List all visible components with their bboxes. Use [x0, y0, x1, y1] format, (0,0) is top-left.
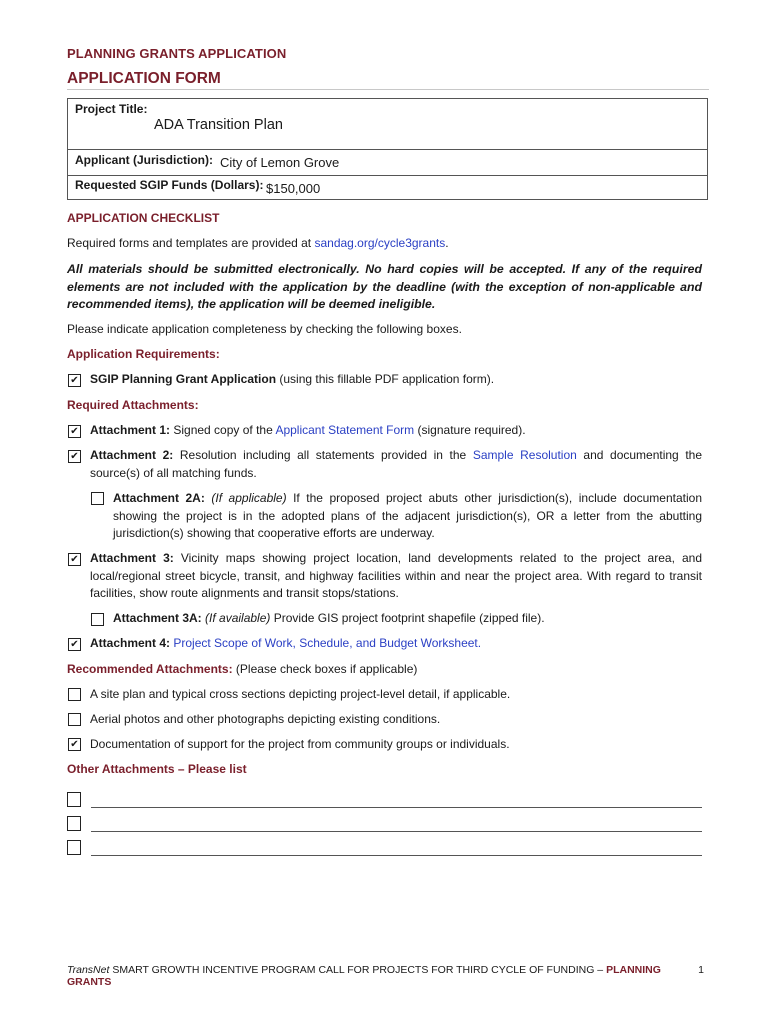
funds-label: Requested SGIP Funds (Dollars): [75, 178, 264, 192]
sample-resolution-link[interactable]: Sample Resolution [472, 448, 577, 462]
other-attachment-checkbox-2[interactable] [67, 816, 81, 831]
required-attachments-heading: Required Attachments: [67, 398, 199, 412]
recommended-attachments-note: (Please check boxes if applicable) [232, 662, 418, 676]
attachment-2-text: Resolution including all statements provided in the [173, 448, 473, 462]
attachment-4-item [90, 635, 702, 653]
checklist-intro-text: Required forms and templates are provided at [67, 236, 315, 250]
sgip-checkbox[interactable]: ✔ [68, 374, 81, 387]
funds-row [68, 175, 707, 201]
attachment-1-text: Signed copy of the [170, 423, 276, 437]
other-attachments-heading: Other Attachments – Please list [67, 762, 247, 776]
other-attachment-line-3[interactable] [91, 855, 702, 856]
scope-budget-worksheet-link[interactable]: Project Scope of Work, Schedule, and Budget Worksheet. [173, 636, 482, 650]
program-title: PLANNING GRANTS APPLICATION [67, 46, 287, 61]
form-title: APPLICATION FORM [67, 70, 221, 87]
attachment-3-item [90, 550, 702, 603]
footer-planning-grants: PLANNING GRANTS [67, 964, 661, 988]
other-attachment-line-1[interactable] [91, 807, 702, 808]
checklist-intro-end: . [445, 236, 449, 250]
page-number: 1 [698, 964, 704, 976]
recommended-checkbox-support-docs[interactable]: ✔ [68, 738, 81, 751]
attachment-2-text-end: and documenting the source(s) of all matching funds. [90, 448, 702, 480]
attachment-3a-checkbox[interactable] [91, 613, 104, 626]
other-attachment-line-2[interactable] [91, 831, 702, 832]
recommended-checkbox-site-plan[interactable] [68, 688, 81, 701]
project-title-field[interactable]: ADA Transition Plan [154, 117, 283, 133]
attachment-3a-label: Attachment 3A: [113, 611, 202, 625]
checklist-heading: APPLICATION CHECKLIST [67, 211, 220, 225]
submission-warning: All materials should be submitted electronically. No hard copies will be accepted. If any of the required elements are not included with the application by the deadline (with the exception of non-applicable and recommended items), the application will be deemed ineligible. [67, 262, 702, 311]
funds-field[interactable]: $150,000 [266, 181, 321, 196]
project-info-box [67, 98, 708, 200]
sgip-item [90, 371, 702, 389]
attachment-2-checkbox[interactable]: ✔ [68, 450, 81, 463]
attachment-1-label: Attachment 1: [90, 423, 171, 437]
applicant-label: Applicant (Jurisdiction): [75, 153, 213, 167]
attachment-1-item [90, 422, 702, 440]
app-requirements-heading: Application Requirements: [67, 347, 220, 361]
other-attachment-checkbox-1[interactable] [67, 792, 81, 807]
attachment-4-label: Attachment 4: [90, 636, 171, 650]
attachment-3-label: Attachment 3: [90, 551, 174, 565]
attachment-2a-text: If the proposed project abuts other jurisdiction(s), include documentation showing the project is in the adopted plans of the adjacent jurisdiction(s), OR a letter from the abutting jurisdiction(s) showing that cooperative efforts are underway. [113, 491, 702, 540]
project-title-row [68, 99, 707, 150]
footer-transnet: TransNet [67, 964, 110, 976]
recommended-item-site-plan: A site plan and typical cross sections depicting project-level detail, if applicable. [90, 687, 511, 701]
attachment-3-checkbox[interactable]: ✔ [68, 553, 81, 566]
attachment-2-item [90, 447, 702, 482]
completeness-instruction: Please indicate application completeness by checking the following boxes. [67, 322, 462, 336]
other-attachment-checkbox-3[interactable] [67, 840, 81, 855]
recommended-item-support-docs: Documentation of support for the project from community groups or individuals. [90, 737, 510, 751]
attachment-1-checkbox[interactable]: ✔ [68, 425, 81, 438]
applicant-field[interactable]: City of Lemon Grove [220, 155, 340, 170]
applicant-row [68, 149, 707, 176]
attachment-2a-label: Attachment 2A: [113, 491, 205, 505]
recommended-item-aerial-photos: Aerial photos and other photographs depicting existing conditions. [90, 712, 441, 726]
attachment-3-text: Vicinity maps showing project location, land developments related to the project area, and local/regional street bicycle, transit, and highway facilities within and near the project area. With regard to transit facilities, show route alignments and transit stops/stations. [90, 551, 703, 600]
attachment-3a-note: (If available) [205, 611, 271, 625]
attachment-2a-note: (If applicable) [211, 491, 287, 505]
attachment-3a-item [113, 610, 702, 628]
sgip-item-label: SGIP Planning Grant Application [90, 372, 277, 386]
project-title-label: Project Title: [75, 102, 148, 116]
attachment-2-label: Attachment 2: [90, 448, 174, 462]
attachment-2a-checkbox[interactable] [91, 492, 104, 505]
attachment-1-text-end: (signature required). [414, 423, 526, 437]
cycle3grants-link[interactable]: sandag.org/cycle3grants [314, 236, 446, 250]
attachment-3a-text: Provide GIS project footprint shapefile (zipped file). [270, 611, 545, 625]
recommended-attachments-heading: Recommended Attachments: [67, 662, 233, 676]
sgip-item-text: (using this fillable PDF application form). [276, 372, 495, 386]
header-divider [67, 89, 709, 90]
checklist-intro [67, 235, 449, 253]
recommended-checkbox-aerial-photos[interactable] [68, 713, 81, 726]
page-footer [67, 964, 704, 988]
attachment-4-checkbox[interactable]: ✔ [68, 638, 81, 651]
footer-text: SMART GROWTH INCENTIVE PROGRAM CALL FOR PROJECTS FOR THIRD CYCLE OF FUNDING – [109, 964, 607, 976]
recommended-attachments-header [67, 661, 417, 679]
attachment-2a-item [113, 490, 702, 543]
applicant-statement-form-link[interactable]: Applicant Statement Form [275, 423, 415, 437]
